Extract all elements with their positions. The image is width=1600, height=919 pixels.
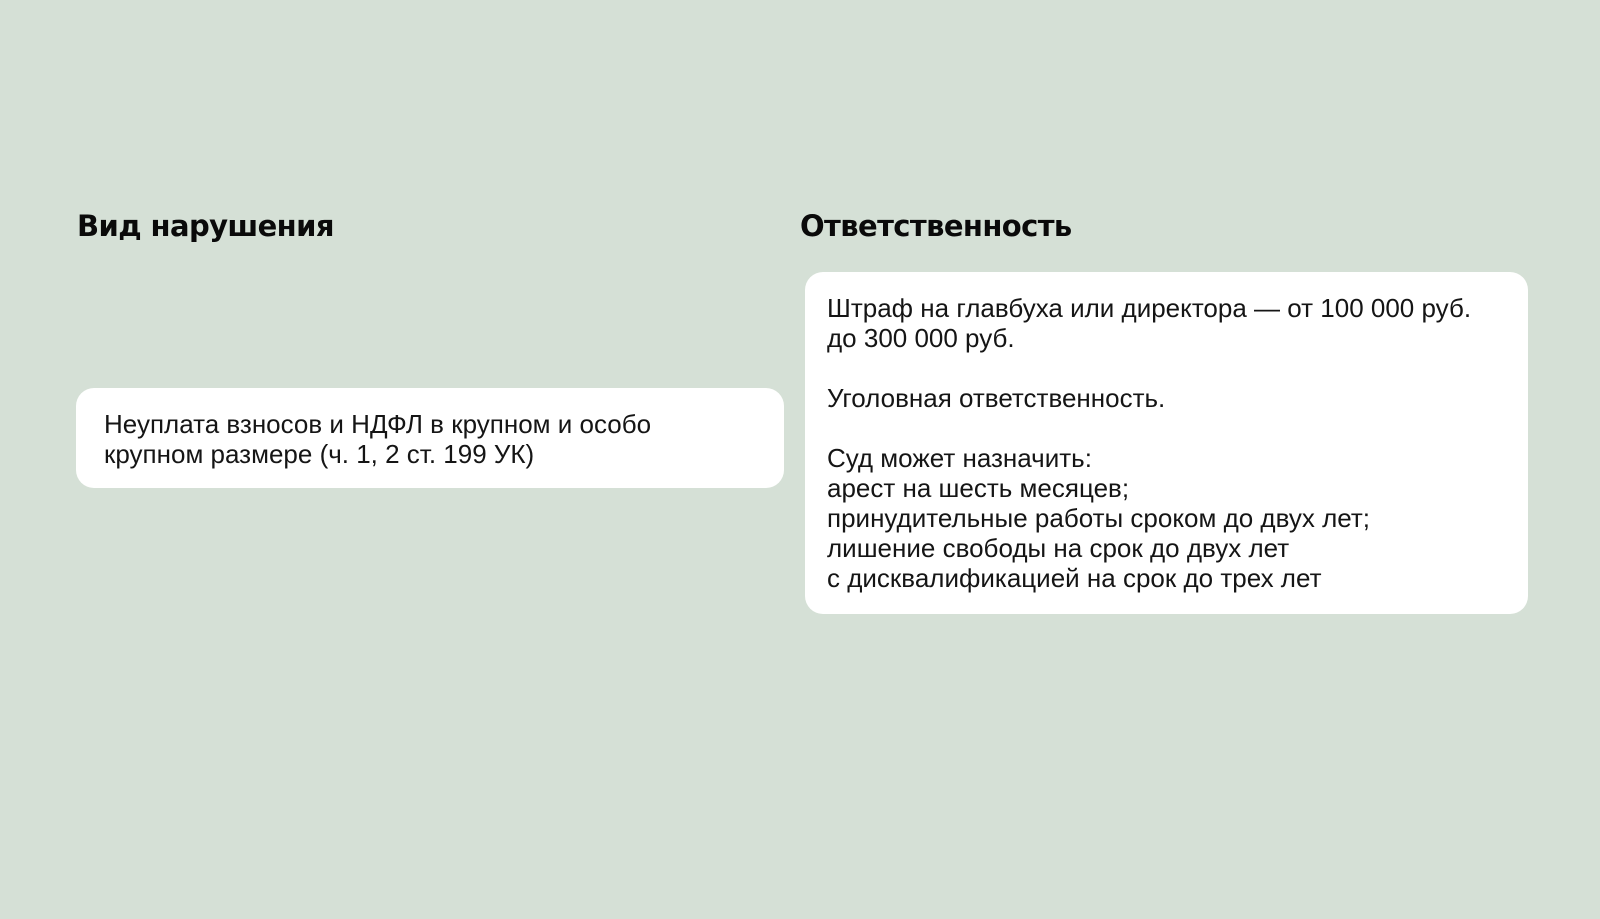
court-intro: Суд может назначить: (827, 443, 1092, 473)
violation-description (104, 409, 756, 469)
violation-card (76, 388, 784, 488)
fine-line: до 300 000 руб. (827, 323, 1015, 353)
criminal-liability-paragraph (827, 383, 1506, 413)
court-sanctions-paragraph (827, 443, 1506, 593)
violation-line: крупном размере (ч. 1, 2 ст. 199 УК) (104, 439, 535, 469)
criminal-liability-text: Уголовная ответственность. (827, 383, 1166, 413)
court-sanction-item: лишение свободы на срок до двух лет (827, 533, 1290, 563)
court-sanction-item: принудительные работы сроком до двух лет; (827, 503, 1370, 533)
court-sanction-item: арест на шесть месяцев; (827, 473, 1130, 503)
fine-paragraph (827, 293, 1506, 353)
liability-card (805, 272, 1528, 614)
fine-line: Штраф на главбуха или директора — от 100 000 руб. (827, 293, 1472, 323)
court-sanction-item: с дисквалификацией на срок до трех лет (827, 563, 1322, 593)
violation-line: Неуплата взносов и НДФЛ в крупном и особо (104, 409, 652, 439)
liability-heading: Ответственность (800, 209, 1072, 243)
violation-type-heading: Вид нарушения (77, 209, 334, 243)
